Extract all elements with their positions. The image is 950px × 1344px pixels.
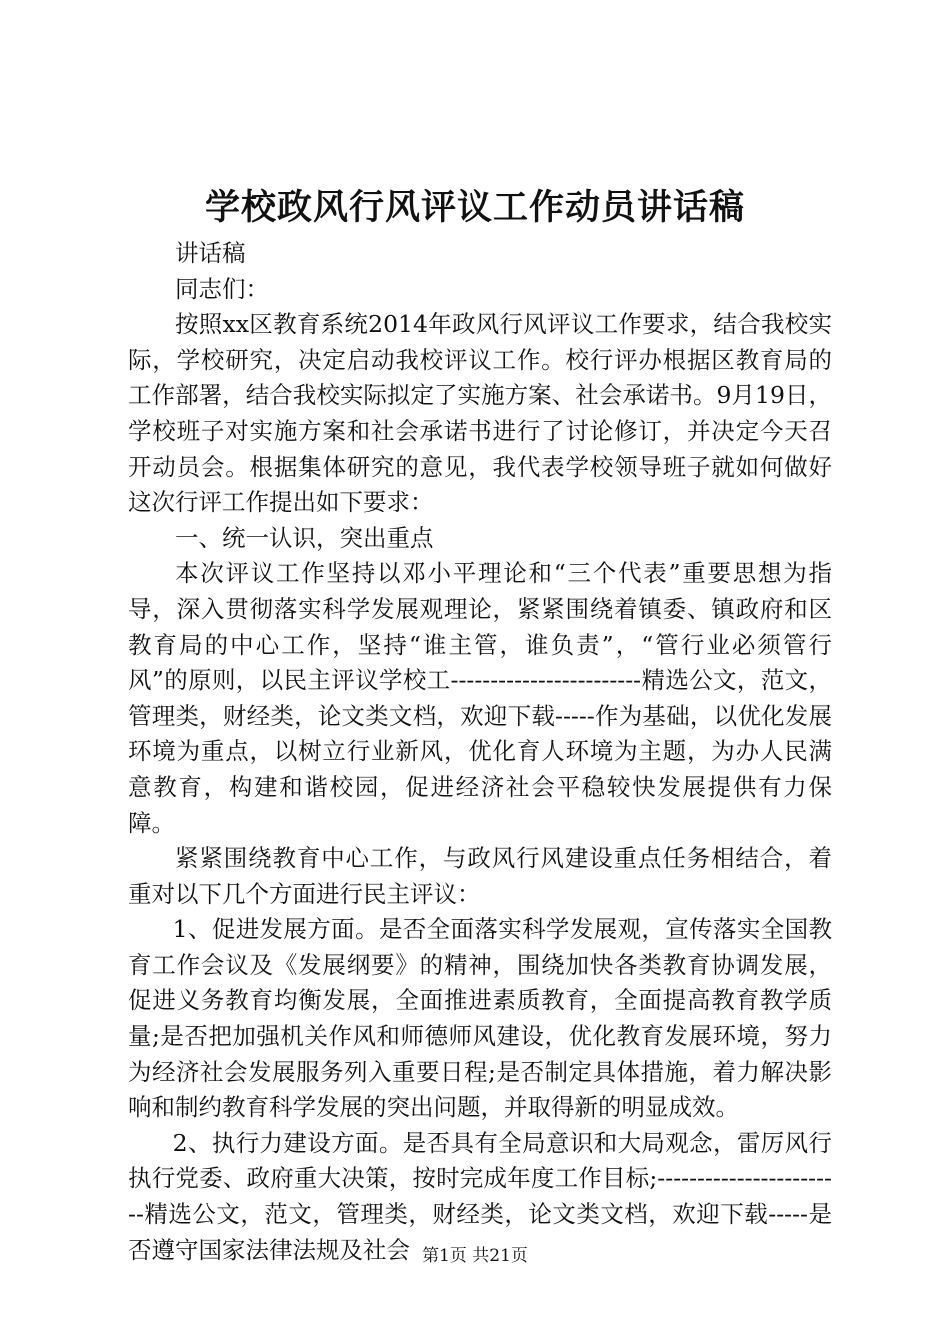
document-body — [128, 236, 832, 1268]
paragraph-item-1: 1、促进发展方面。是否全面落实科学发展观，宣传落实全国教育工作会议及《发展纲要》的精神，围绕加快各类教育协调发展，促进义务教育均衡发展，全面推进素质教育，全面提高教育教学质量;是否把加强机关作风和师德师风建设，优化教育发展环境，努力为经济社会发展服务列入重要日程;是否制定具体措施，着力解决影响和制约教育科学发展的突出问题，并取得新的明显成效。 — [128, 915, 832, 1122]
section-heading-1: 一、统一认识，突出重点 — [175, 523, 434, 552]
paragraph-greeting: 同志们： — [175, 274, 269, 303]
document-title: 学校政风行风评议工作动员讲话稿 — [204, 187, 745, 228]
paragraph-item-2: 2、执行力建设方面。是否具有全局意识和大局观念，雷厉风行执行党委、政府重大决策，按时完成年度工作目标;------------------------精选公文，范文，管理类，财经类，论文类文档，欢迎下载-----是否遵守国家法律法规及社会 — [128, 1128, 832, 1264]
paragraph-evaluation-focus: 紧紧围绕教育中心工作，与政风行风建设重点任务相结合，着重对以下几个方面进行民主评议： — [128, 844, 832, 908]
page-footer: 第1页 共21页 — [422, 1246, 528, 1266]
paragraph-guiding-principle: 本次评议工作坚持以邓小平理论和“三个代表”重要思想为指导，深入贯彻落实科学发展观理论，紧紧围绕着镇委、镇政府和区教育局的中心工作，坚持“谁主管，谁负责”，“管行业必须管行风”的原则，以民主评议学校工------------------------精选公文，范文，管理类，财经类，论文类文档，欢迎下载-----作为基础，以优化发展环境为重点，以树立行业新风，优化育人环境为主题，为办人民满意教育，构建和谐校园，促进经济社会平稳较快发展提供有力保障。 — [128, 559, 832, 837]
paragraph-intro: 按照xx区教育系统2014年政风行风评议工作要求，结合我校实际，学校研究，决定启动我校评议工作。校行评办根据区教育局的工作部署，结合我校实际拟定了实施方案、社会承诺书。9月19日，学校班子对实施方案和社会承诺书进行了讨论修订，并决定今天召开动员会。根据集体研究的意见，我代表学校领导班子就如何做好这次行评工作提出如下要求： — [128, 310, 832, 517]
paragraph-salutation-type: 讲话稿 — [175, 239, 246, 267]
